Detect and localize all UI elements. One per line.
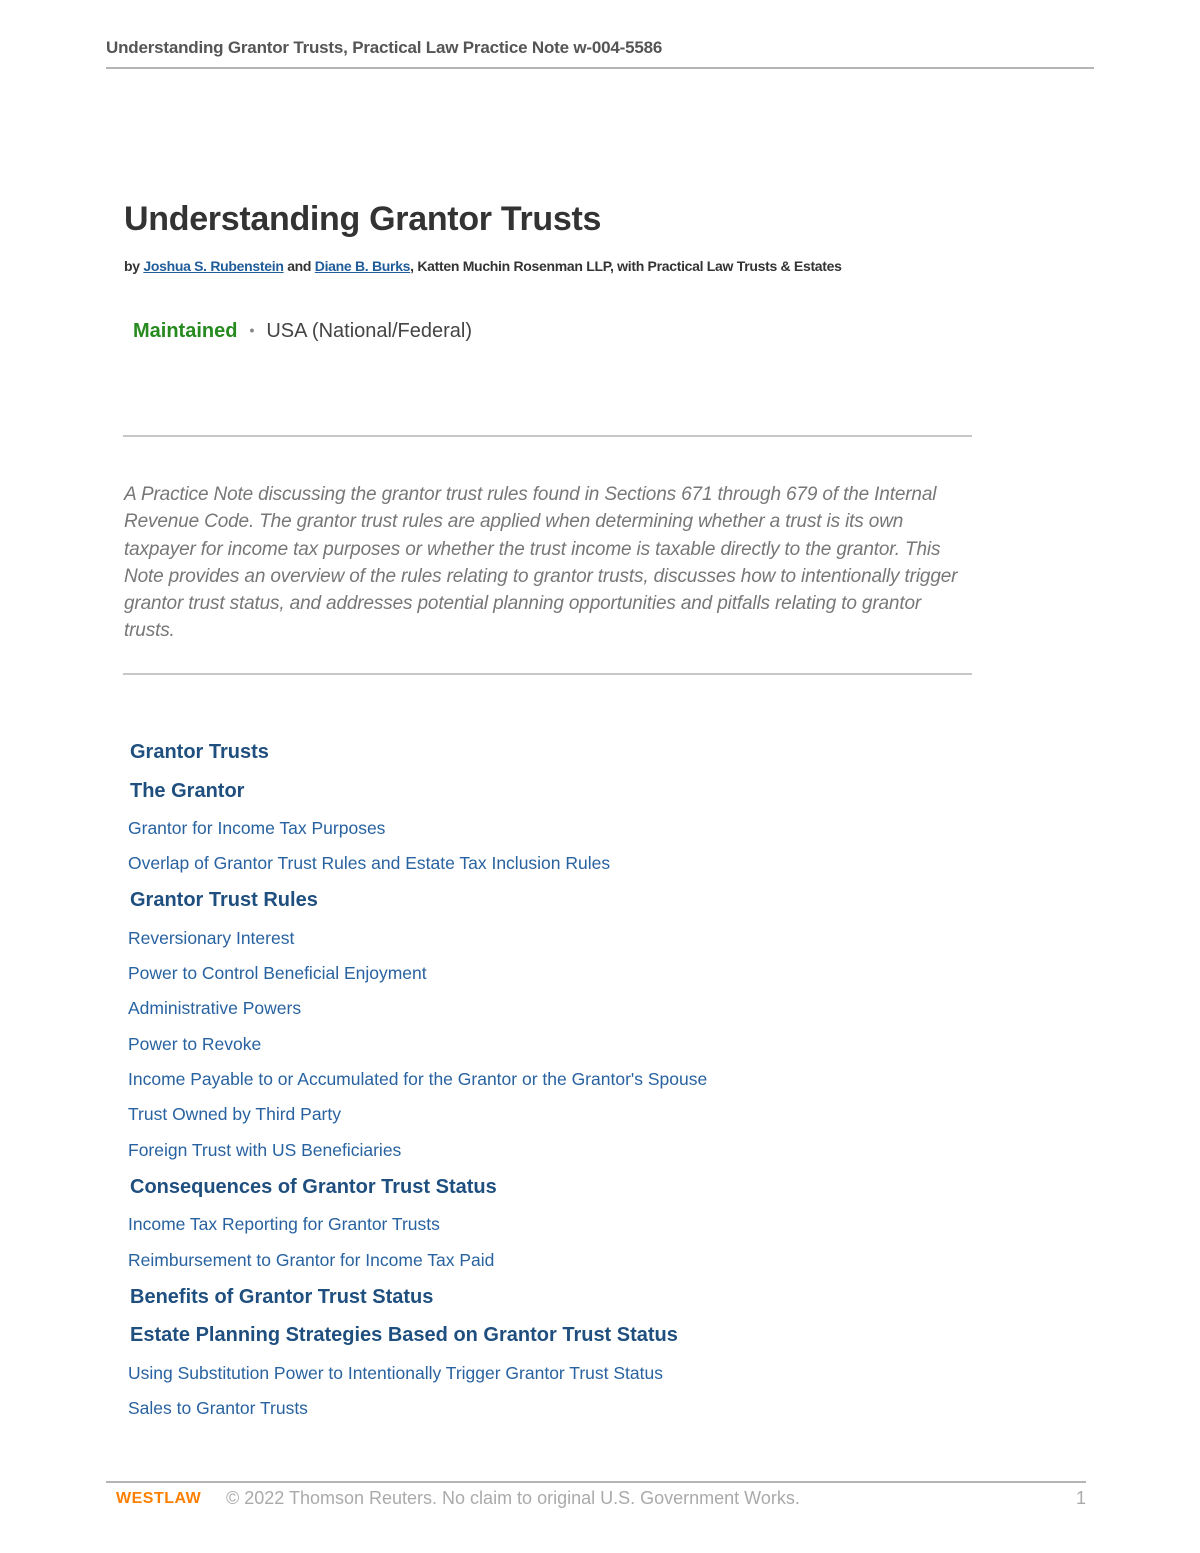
- status-row: [133, 320, 472, 343]
- westlaw-logo: WESTLAW: [116, 1490, 202, 1507]
- status-badge: Maintained: [133, 320, 238, 342]
- toc-subheading-link[interactable]: Reimbursement to Grantor for Income Tax Paid: [128, 1250, 495, 1270]
- status-separator: •: [249, 322, 255, 338]
- running-header: Understanding Grantor Trusts, Practical Law Practice Note w-004-5586: [106, 38, 663, 57]
- header-divider: [106, 67, 1094, 69]
- abstract-top-divider: [123, 435, 972, 437]
- page-number: 1: [1075, 1488, 1086, 1508]
- toc-subheading-link[interactable]: Sales to Grantor Trusts: [128, 1398, 308, 1418]
- toc-subheading-link[interactable]: Trust Owned by Third Party: [128, 1104, 341, 1124]
- toc-subheading-link[interactable]: Income Tax Reporting for Grantor Trusts: [128, 1214, 440, 1234]
- toc-heading-link[interactable]: The Grantor: [130, 780, 245, 802]
- footer-divider: [106, 1481, 1086, 1483]
- toc-subheading-link[interactable]: Power to Revoke: [128, 1034, 262, 1054]
- document-title: Understanding Grantor Trusts: [124, 200, 602, 238]
- copyright-notice: © 2022 Thomson Reuters. No claim to original U.S. Government Works.: [226, 1488, 800, 1508]
- toc-heading-link[interactable]: Consequences of Grantor Trust Status: [130, 1176, 497, 1198]
- toc-heading-link[interactable]: Grantor Trust Rules: [130, 889, 318, 911]
- byline: [124, 258, 842, 274]
- toc-subheading-link[interactable]: Foreign Trust with US Beneficiaries: [128, 1140, 402, 1160]
- byline-prefix: by: [124, 258, 140, 274]
- toc-subheading-link[interactable]: Using Substitution Power to Intentionally Trigger Grantor Trust Status: [128, 1363, 663, 1383]
- toc-subheading-link[interactable]: Overlap of Grantor Trust Rules and Estate Tax Inclusion Rules: [128, 853, 611, 873]
- abstract-bottom-divider: [123, 673, 972, 675]
- jurisdiction-label: USA (National/Federal): [266, 320, 473, 342]
- toc-heading-link[interactable]: Grantor Trusts: [130, 741, 269, 763]
- toc-heading-link[interactable]: Benefits of Grantor Trust Status: [130, 1286, 434, 1308]
- toc-subheading-link[interactable]: Reversionary Interest: [128, 928, 295, 948]
- toc-subheading-link[interactable]: Administrative Powers: [128, 998, 302, 1018]
- toc-subheading-link[interactable]: Income Payable to or Accumulated for the Grantor or the Grantor's Spouse: [128, 1069, 708, 1089]
- toc-subheading-link[interactable]: Power to Control Beneficial Enjoyment: [128, 963, 427, 983]
- toc-heading-link[interactable]: Estate Planning Strategies Based on Grantor Trust Status: [130, 1324, 678, 1346]
- byline-suffix: , Katten Muchin Rosenman LLP, with Practical Law Trusts & Estates: [410, 258, 842, 274]
- toc-subheading-link[interactable]: Grantor for Income Tax Purposes: [128, 818, 386, 838]
- page-footer: [116, 1488, 1086, 1514]
- abstract-text: A Practice Note discussing the grantor trust rules found in Sections 671 through 679 of the Internal Revenue Code. The grantor trust rules are applied when determining whether a trust is its own taxpayer for income tax purposes or whether the trust income is taxable directly to the grantor. This Note provides an overview of the rules relating to grantor trusts, discusses how to intentionally trigger grantor trust status, and addresses potential planning opportunities and pitfalls relating to grantor trusts.: [124, 484, 958, 642]
- author-link-rubenstein[interactable]: Joshua S. Rubenstein: [143, 258, 284, 274]
- author-link-burks[interactable]: Diane B. Burks: [314, 258, 411, 274]
- byline-conjunction: and: [287, 258, 312, 274]
